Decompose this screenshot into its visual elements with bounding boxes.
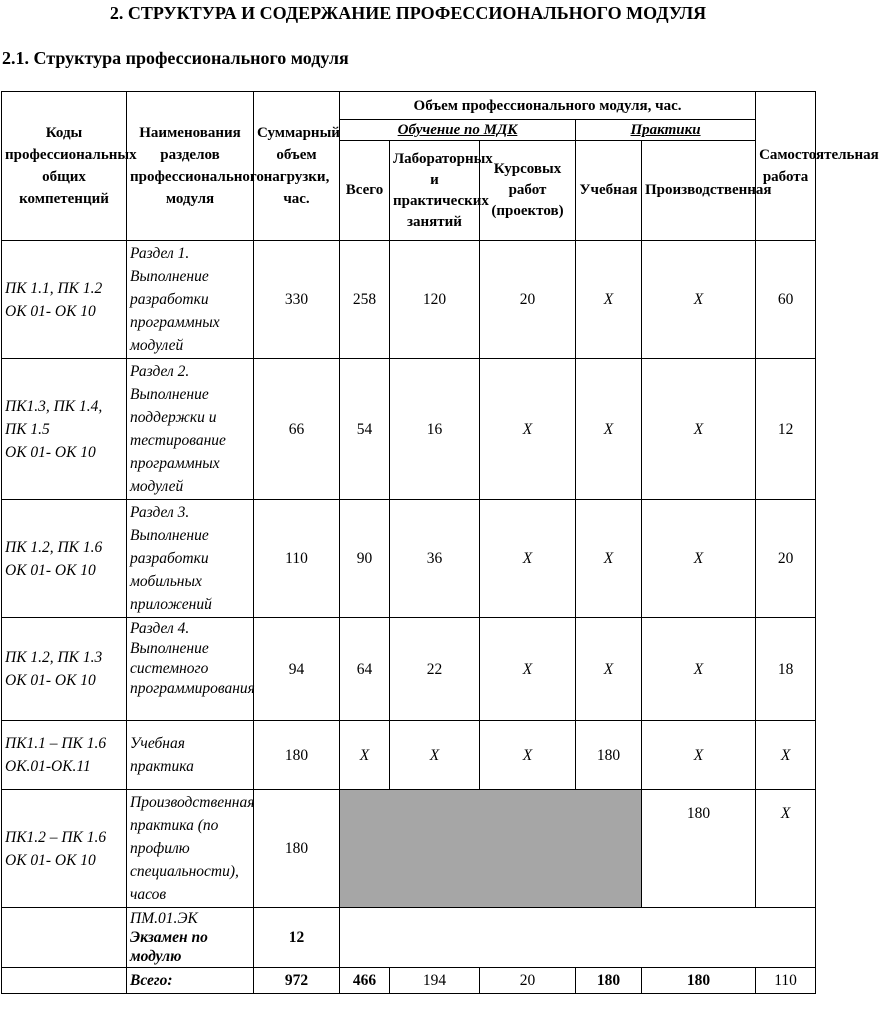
row-prod: Х [642, 618, 756, 721]
row-self: Х [756, 790, 816, 908]
empty-cell [2, 908, 127, 968]
exam-name: Экзамен по модулю [130, 929, 208, 965]
row-name: Раздел 1. Выполнение разработки программных модулей [127, 241, 254, 359]
header-production: Производственная [642, 141, 756, 241]
total-sum: 972 [254, 968, 340, 994]
row-total: 180 [254, 721, 340, 790]
row-lab: 22 [390, 618, 480, 721]
header-names: Наименования разделов профессионального модуля [127, 92, 254, 241]
production-practice-row [2, 790, 816, 908]
header-practice: Практики [576, 120, 756, 141]
table-row [2, 500, 816, 618]
row-name: Производственная практика (по профилю специальности), часов [127, 790, 254, 908]
row-self: Х [756, 721, 816, 790]
row-lab: Х [390, 721, 480, 790]
total-prod: 180 [642, 968, 756, 994]
row-codes: ПК 1.2, ПК 1.3 ОК 01- ОК 10 [2, 618, 127, 721]
shaded-cell [340, 790, 642, 908]
row-self: 12 [756, 359, 816, 500]
total-label: Всего: [127, 968, 254, 994]
row-total: 180 [254, 790, 340, 908]
row-name: Раздел 2. Выполнение поддержки и тестирование программных модулей [127, 359, 254, 500]
row-edu: Х [576, 241, 642, 359]
exam-row [2, 908, 816, 968]
row-edu: Х [576, 500, 642, 618]
row-codes: ПК 1.2, ПК 1.6 ОК 01- ОК 10 [2, 500, 127, 618]
table-row [2, 359, 816, 500]
empty-cell [340, 908, 816, 968]
row-name: Учебная практика [127, 721, 254, 790]
row-total: 12 [254, 908, 340, 968]
row-self: 18 [756, 618, 816, 721]
row-name: Раздел 3. Выполнение разработки мобильных приложений [127, 500, 254, 618]
header-total-load: Суммарный объем нагрузки, час. [254, 92, 340, 241]
row-prod: Х [642, 359, 756, 500]
total-lab: 194 [390, 968, 480, 994]
page-title: 2. СТРУКТУРА И СОДЕРЖАНИЕ ПРОФЕССИОНАЛЬНОГО МОДУЛЯ [109, 3, 707, 23]
header-all: Всего [340, 141, 390, 241]
table-row [2, 241, 816, 359]
total-all: 466 [340, 968, 390, 994]
row-name: Раздел 4. Выполнение системного программирования [127, 618, 254, 721]
total-row [2, 968, 816, 994]
header-lab: Лабораторных и практических занятий [390, 141, 480, 241]
row-all: Х [340, 721, 390, 790]
row-codes: ПК1.3, ПК 1.4, ПК 1.5 ОК 01- ОК 10 [2, 359, 127, 500]
row-codes: ПК1.2 – ПК 1.6 ОК 01- ОК 10 [2, 790, 127, 908]
row-course: Х [480, 500, 576, 618]
row-codes: ПК 1.1, ПК 1.2 ОК 01- ОК 10 [2, 241, 127, 359]
empty-cell [2, 968, 127, 994]
row-edu: Х [576, 618, 642, 721]
header-self-work: Самостоятельная работа [756, 92, 816, 241]
row-total: 94 [254, 618, 340, 721]
row-edu: Х [576, 359, 642, 500]
row-lab: 16 [390, 359, 480, 500]
table-row [2, 721, 816, 790]
total-self: 110 [756, 968, 816, 994]
total-edu: 180 [576, 968, 642, 994]
row-edu: 180 [576, 721, 642, 790]
row-all: 54 [340, 359, 390, 500]
row-total: 330 [254, 241, 340, 359]
header-training-mdk: Обучение по МДК [340, 120, 576, 141]
table-row [2, 618, 816, 721]
row-course: Х [480, 721, 576, 790]
row-course: Х [480, 359, 576, 500]
row-lab: 120 [390, 241, 480, 359]
row-prod: Х [642, 500, 756, 618]
row-prod: 180 [642, 790, 756, 908]
header-course: Курсовых работ (проектов) [480, 141, 576, 241]
row-codes: ПК1.1 – ПК 1.6 ОК.01-ОК.11 [2, 721, 127, 790]
section-title: 2.1. Структура профессионального модуля [2, 48, 349, 68]
row-self: 20 [756, 500, 816, 618]
row-all: 64 [340, 618, 390, 721]
row-course: Х [480, 618, 576, 721]
exam-name-cell [127, 908, 254, 968]
row-total: 66 [254, 359, 340, 500]
header-codes: Коды профессиональных общих компетенций [2, 92, 127, 241]
total-course: 20 [480, 968, 576, 994]
exam-code: ПМ.01.ЭК [130, 910, 198, 927]
row-total: 110 [254, 500, 340, 618]
row-course: 20 [480, 241, 576, 359]
row-prod: Х [642, 721, 756, 790]
header-educational: Учебная [576, 141, 642, 241]
row-self: 60 [756, 241, 816, 359]
row-all: 258 [340, 241, 390, 359]
row-prod: Х [642, 241, 756, 359]
header-row-1 [2, 92, 816, 120]
header-volume: Объем профессионального модуля, час. [340, 92, 756, 120]
module-structure-table [1, 91, 879, 994]
row-lab: 36 [390, 500, 480, 618]
row-all: 90 [340, 500, 390, 618]
